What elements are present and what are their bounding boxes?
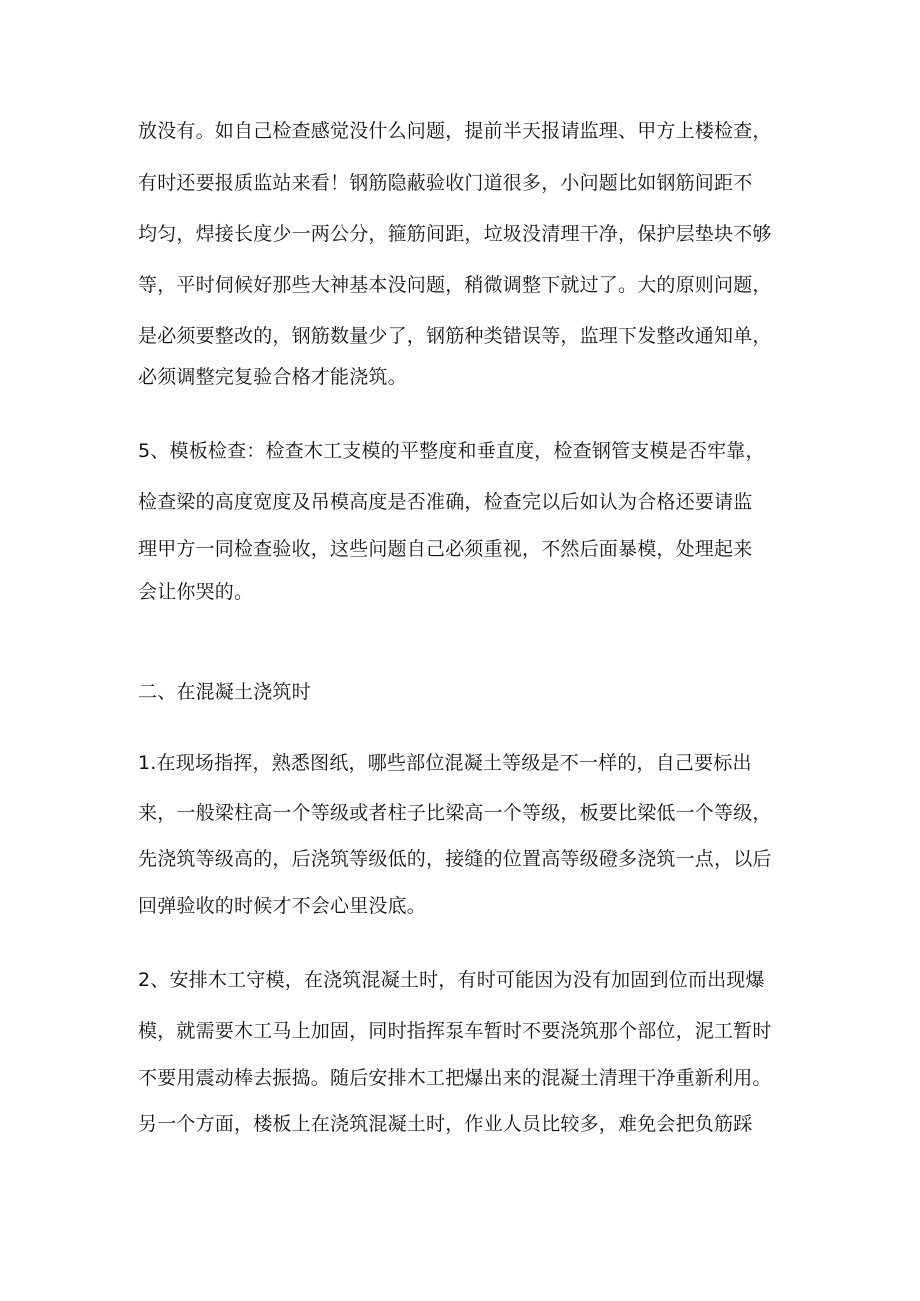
- paragraph-2-line-1: 5、模板检查：检查木工支模的平整度和垂直度，检查钢管支模是否牢靠，: [138, 440, 765, 462]
- paragraph-4-line-3: 不要用震动棒去振捣。随后安排木工把爆出来的混凝土清理干净重新利用。: [138, 1067, 772, 1089]
- paragraph-1-line-3: 均匀，焊接长度少一两公分，箍筋间距，垃圾没清理干净，保护层垫块不够: [138, 223, 772, 245]
- paragraph-4-line-2: 模，就需要木工马上加固，同时指挥泵车暂时不要浇筑那个部位，泥工暂时: [138, 1020, 772, 1042]
- paragraph-2-line-4: 会让你哭的。: [138, 581, 254, 603]
- paragraph-4-line-1: 2、安排木工守模，在浇筑混凝土时，有时可能因为没有加固到位而出现爆: [138, 969, 765, 991]
- paragraph-1-line-4: 等，平时伺候好那些大神基本没问题，稍微调整下就过了。大的原则问题，: [138, 274, 772, 296]
- paragraph-1-line-6: 必须调整完复验合格才能浇筑。: [138, 366, 407, 388]
- paragraph-1-line-1: 放没有。如自己检查感觉没什么问题，提前半天报请监理、甲方上楼检查，: [138, 120, 772, 142]
- paragraph-3-line-1: 1.在现场指挥，熟悉图纸，哪些部位混凝土等级是不一样的，自己要标出: [138, 752, 752, 774]
- section-heading: 二、在混凝土浇筑时: [138, 681, 311, 703]
- paragraph-4-line-4: 另一个方面，楼板上在浇筑混凝土时，作业人员比较多，难免会把负筋踩: [138, 1113, 753, 1135]
- paragraph-3-line-3: 先浇筑等级高的，后浇筑等级低的，接缝的位置高等级磴多浇筑一点，以后: [138, 848, 772, 870]
- paragraph-2-line-3: 理甲方一同检查验收，这些问题自己必须重视，不然后面暴模，处理起来: [138, 538, 753, 560]
- paragraph-3-line-2: 来，一般梁柱高一个等级或者柱子比梁高一个等级，板要比梁低一个等级，: [138, 802, 772, 824]
- paragraph-1-line-5: 是必须要整改的，钢筋数量少了，钢筋种类错误等，监理下发整改通知单，: [138, 325, 772, 347]
- paragraph-2-line-2: 检查梁的高度宽度及吊模高度是否准确，检查完以后如认为合格还要请监: [138, 491, 753, 513]
- paragraph-3-line-4: 回弹验收的时候才不会心里没底。: [138, 895, 427, 917]
- paragraph-1-line-2: 有时还要报质监站来看！钢筋隐蔽验收门道很多，小问题比如钢筋间距不: [138, 172, 753, 194]
